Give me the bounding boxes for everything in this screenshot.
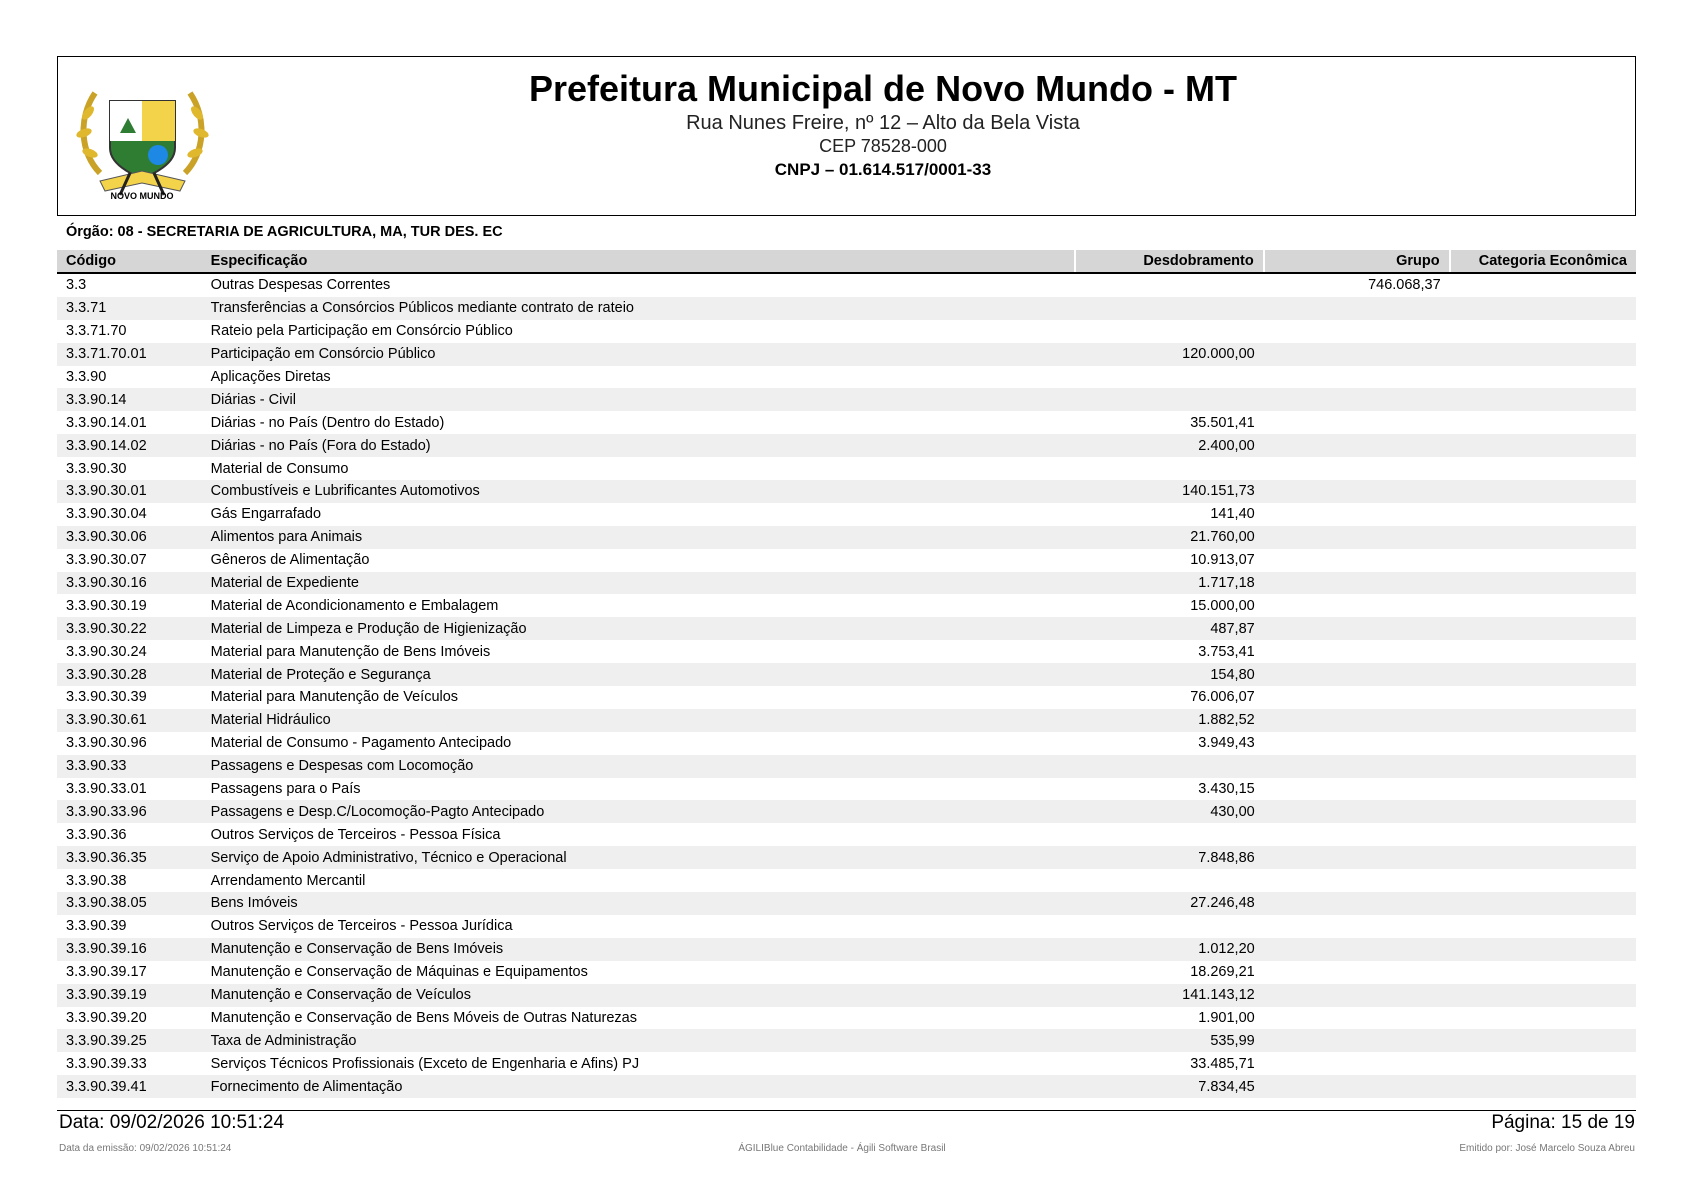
cell-desdobramento: 1.012,20 — [1075, 938, 1264, 961]
cell-desdobramento — [1075, 366, 1264, 389]
cell-codigo: 3.3.90.14.02 — [57, 434, 202, 457]
cell-codigo: 3.3.90.30.06 — [57, 526, 202, 549]
cell-codigo: 3.3.90.30.28 — [57, 663, 202, 686]
cell-codigo: 3.3.90.39.17 — [66, 964, 147, 981]
cell-codigo: 3.3.90.33.01 — [66, 781, 147, 798]
municipal-coat-of-arms-logo — [70, 73, 215, 203]
cell-grupo — [1264, 434, 1450, 457]
cell-desdobramento: 141,40 — [1210, 506, 1255, 523]
cell-desdobramento: 27.246,48 — [1075, 892, 1264, 915]
cell-grupo — [1264, 572, 1450, 595]
cell-especificacao: Manutenção e Conservação de Bens Imóveis — [202, 938, 1075, 961]
table-row — [57, 984, 1636, 1007]
column-header-desdobramento: Desdobramento — [1075, 250, 1264, 273]
table-row — [57, 572, 1636, 595]
cell-especificacao: Diárias - Civil — [202, 388, 1075, 411]
cell-codigo: 3.3.90.30.07 — [66, 552, 147, 569]
cell-especificacao: Outros Serviços de Terceiros - Pessoa Jurídica — [210, 918, 513, 935]
address: Rua Nunes Freire, nº 12 – Alto da Bela Vista — [686, 112, 1080, 134]
cell-desdobramento — [1075, 823, 1264, 846]
cell-categoria — [1450, 411, 1636, 434]
cnpj: CNPJ – 01.614.517/0001-33 — [774, 160, 992, 179]
cell-especificacao: Material Hidráulico — [202, 709, 1075, 732]
cell-codigo: 3.3.90.39.19 — [57, 984, 202, 1007]
table-row — [57, 800, 1636, 823]
cell-categoria — [1450, 503, 1636, 526]
cell-grupo — [1264, 366, 1450, 389]
table-row — [57, 709, 1636, 732]
cell-grupo — [1264, 823, 1450, 846]
cell-codigo: 3.3.90.33 — [57, 755, 202, 778]
cell-grupo — [1264, 846, 1450, 869]
cell-categoria — [1450, 686, 1636, 709]
column-header-grupo: Grupo — [1264, 250, 1450, 273]
table-row — [57, 617, 1636, 640]
report-header — [57, 56, 1636, 216]
table-row — [57, 526, 1636, 549]
cell-desdobramento: 7.834,45 — [1075, 1075, 1264, 1098]
logo-text: NOVO MUNDO — [110, 191, 174, 201]
footer-divider — [57, 1110, 1636, 1111]
cell-especificacao: Outros Serviços de Terceiros - Pessoa Física — [210, 826, 501, 843]
cell-especificacao: Gás Engarrafado — [210, 506, 322, 523]
cell-especificacao: Diárias - no País (Dentro do Estado) — [210, 414, 445, 431]
table-row — [57, 915, 1636, 938]
cell-categoria — [1450, 663, 1636, 686]
cell-codigo: 3.3.90.14.01 — [66, 414, 147, 431]
cell-codigo: 3.3.90.33.96 — [57, 800, 202, 823]
table-row — [57, 1052, 1636, 1075]
table-row — [57, 594, 1636, 617]
cell-grupo — [1264, 594, 1450, 617]
cell-especificacao: Manutenção e Conservação de Máquinas e Equipamentos — [210, 964, 588, 981]
cell-grupo — [1264, 411, 1450, 434]
cell-categoria — [1450, 846, 1636, 869]
page-number: Página: 15 de 19 — [1491, 1112, 1635, 1133]
cell-especificacao: Diárias - no País (Fora do Estado) — [202, 434, 1075, 457]
cell-desdobramento: 35.501,41 — [1190, 414, 1255, 431]
cell-categoria — [1450, 617, 1636, 640]
cell-categoria — [1450, 594, 1636, 617]
cell-codigo: 3.3.90.30.39 — [66, 689, 147, 706]
cell-codigo: 3.3.71 — [57, 297, 202, 320]
table-row — [57, 343, 1636, 366]
cell-desdobramento: 3.753,41 — [1198, 643, 1255, 660]
cell-grupo — [1264, 686, 1450, 709]
cell-codigo: 3.3.90.30 — [66, 460, 127, 477]
cell-categoria — [1450, 709, 1636, 732]
cell-categoria — [1450, 800, 1636, 823]
cell-grupo — [1264, 915, 1450, 938]
cell-grupo — [1264, 640, 1450, 663]
cell-especificacao: Material para Manutenção de Veículos — [210, 689, 459, 706]
cell-grupo — [1264, 388, 1450, 411]
cell-desdobramento — [1075, 457, 1264, 480]
cell-categoria — [1450, 572, 1636, 595]
cell-grupo — [1264, 892, 1450, 915]
cell-codigo: 3.3.90.30.96 — [66, 735, 147, 752]
cell-categoria — [1450, 755, 1636, 778]
cell-especificacao: Material de Consumo - Pagamento Antecipado — [210, 735, 512, 752]
cell-especificacao: Participação em Consórcio Público — [202, 343, 1075, 366]
cell-desdobramento: 1.882,52 — [1075, 709, 1264, 732]
cell-grupo — [1264, 869, 1450, 892]
cell-categoria — [1450, 778, 1636, 801]
cell-grupo: 746.068,37 — [1368, 277, 1441, 294]
cell-grupo — [1264, 526, 1450, 549]
footer-date: Data: 09/02/2026 10:51:24 — [59, 1112, 285, 1133]
cell-categoria — [1450, 1007, 1636, 1030]
cell-desdobramento — [1075, 273, 1264, 297]
cell-especificacao: Outras Despesas Correntes — [210, 277, 391, 294]
table-row — [57, 732, 1636, 755]
cell-codigo: 3.3.90.30.16 — [57, 572, 202, 595]
cell-categoria — [1450, 915, 1636, 938]
cell-grupo — [1264, 617, 1450, 640]
cell-grupo — [1264, 549, 1450, 572]
cell-grupo — [1264, 320, 1450, 343]
cell-desdobramento: 10.913,07 — [1190, 552, 1255, 569]
cell-desdobramento: 487,87 — [1075, 617, 1264, 640]
cell-categoria — [1450, 640, 1636, 663]
table-row — [57, 388, 1636, 411]
cell-categoria — [1450, 457, 1636, 480]
table-row — [57, 297, 1636, 320]
table-row — [57, 961, 1636, 984]
cell-codigo: 3.3.90.39 — [66, 918, 127, 935]
cell-grupo — [1264, 1052, 1450, 1075]
cell-desdobramento: 21.760,00 — [1075, 526, 1264, 549]
cell-grupo — [1264, 297, 1450, 320]
table-row — [57, 1029, 1636, 1052]
cell-grupo — [1264, 1007, 1450, 1030]
cell-especificacao: Aplicações Diretas — [210, 369, 331, 385]
cell-especificacao: Taxa de Administração — [202, 1029, 1075, 1052]
cell-especificacao: Manutenção e Conservação de Veículos — [202, 984, 1075, 1007]
cell-categoria — [1450, 869, 1636, 892]
cell-categoria — [1450, 526, 1636, 549]
cell-desdobramento: 18.269,21 — [1190, 964, 1255, 981]
orgao-label: Órgão: 08 - SECRETARIA DE AGRICULTURA, MA, TUR DES. EC — [66, 224, 503, 240]
cell-categoria — [1450, 480, 1636, 503]
cell-desdobramento — [1075, 915, 1264, 938]
cell-codigo: 3.3.90.30.04 — [66, 506, 147, 523]
emission-date: Data da emissão: 09/02/2026 10:51:24 — [59, 1143, 232, 1154]
cell-categoria — [1450, 320, 1636, 343]
table-row — [57, 1075, 1636, 1098]
cell-grupo — [1264, 709, 1450, 732]
table-row — [57, 663, 1636, 686]
cell-especificacao: Bens Imóveis — [202, 892, 1075, 915]
cell-especificacao: Serviço de Apoio Administrativo, Técnico e Operacional — [202, 846, 1075, 869]
cell-categoria — [1450, 892, 1636, 915]
cell-especificacao: Manutenção e Conservação de Bens Móveis de Outras Naturezas — [210, 1009, 637, 1026]
cell-especificacao: Arrendamento Mercantil — [210, 872, 366, 889]
table-row — [57, 503, 1636, 526]
cell-codigo: 3.3.90.38 — [66, 872, 127, 889]
table-row — [57, 434, 1636, 457]
cell-codigo: 3.3.90.30.19 — [66, 597, 147, 614]
cell-codigo: 3.3.90.39.25 — [57, 1029, 202, 1052]
cell-especificacao: Alimentos para Animais — [202, 526, 1075, 549]
cell-codigo: 3.3.71.70.01 — [57, 343, 202, 366]
table-row — [57, 938, 1636, 961]
cell-codigo: 3.3.90.30.24 — [66, 643, 147, 660]
cell-especificacao: Material de Proteção e Segurança — [202, 663, 1075, 686]
cell-desdobramento — [1075, 297, 1264, 320]
cell-desdobramento: 2.400,00 — [1075, 434, 1264, 457]
issued-by: Emitido por: José Marcelo Souza Abreu — [1459, 1143, 1635, 1154]
cell-categoria — [1450, 273, 1636, 297]
cell-categoria — [1450, 1029, 1636, 1052]
software-name: ÁGILIBlue Contabilidade - Ágili Software Brasil — [738, 1143, 946, 1154]
cell-grupo — [1264, 663, 1450, 686]
cell-grupo — [1264, 984, 1450, 1007]
cell-grupo — [1264, 457, 1450, 480]
cell-desdobramento: 3.949,43 — [1198, 735, 1255, 752]
cell-especificacao: Serviços Técnicos Profissionais (Exceto de Engenharia e Afins) PJ — [210, 1055, 640, 1072]
cell-desdobramento: 15.000,00 — [1190, 597, 1255, 614]
cell-categoria — [1450, 984, 1636, 1007]
cell-desdobramento: 430,00 — [1075, 800, 1264, 823]
cell-categoria — [1450, 388, 1636, 411]
cell-codigo: 3.3.90.30.01 — [57, 480, 202, 503]
table-row — [57, 778, 1636, 801]
cell-desdobramento: 120.000,00 — [1075, 343, 1264, 366]
table-row — [57, 823, 1636, 846]
expense-table — [57, 250, 1636, 1098]
cell-desdobramento: 535,99 — [1075, 1029, 1264, 1052]
cell-especificacao: Material de Acondicionamento e Embalagem — [210, 597, 499, 614]
cell-especificacao: Combustíveis e Lubrificantes Automotivos — [202, 480, 1075, 503]
cell-codigo: 3.3 — [66, 277, 87, 294]
cell-grupo — [1264, 778, 1450, 801]
table-row — [57, 366, 1636, 389]
table-row — [57, 320, 1636, 343]
table-row — [57, 892, 1636, 915]
cell-grupo — [1264, 800, 1450, 823]
cell-especificacao: Passagens para o País — [210, 781, 361, 798]
cell-codigo: 3.3.90 — [66, 369, 107, 385]
cell-grupo — [1264, 1029, 1450, 1052]
cell-grupo — [1264, 938, 1450, 961]
cell-grupo — [1264, 755, 1450, 778]
table-row — [57, 457, 1636, 480]
cell-especificacao: Material de Consumo — [210, 460, 349, 477]
column-header-especificacao: Especificação — [202, 250, 1075, 273]
cell-especificacao: Material de Limpeza e Produção de Higienização — [202, 617, 1075, 640]
cell-desdobramento: 1.717,18 — [1075, 572, 1264, 595]
column-header-codigo: Código — [57, 250, 202, 273]
cell-grupo — [1264, 343, 1450, 366]
table-row — [57, 869, 1636, 892]
cell-codigo: 3.3.90.39.16 — [57, 938, 202, 961]
cell-grupo — [1264, 961, 1450, 984]
cell-especificacao: Material de Expediente — [202, 572, 1075, 595]
cell-desdobramento: 3.430,15 — [1198, 781, 1255, 798]
cell-desdobramento: 76.006,07 — [1190, 689, 1255, 706]
cell-codigo: 3.3.90.39.20 — [66, 1009, 147, 1026]
cell-desdobramento — [1075, 755, 1264, 778]
cell-categoria — [1450, 549, 1636, 572]
cell-codigo: 3.3.90.14 — [57, 388, 202, 411]
cell-grupo — [1264, 480, 1450, 503]
cell-categoria — [1450, 1052, 1636, 1075]
cell-codigo: 3.3.90.39.41 — [57, 1075, 202, 1098]
cell-categoria — [1450, 297, 1636, 320]
table-row — [57, 686, 1636, 709]
cell-categoria — [1450, 434, 1636, 457]
cell-desdobramento — [1075, 869, 1264, 892]
column-header-categoria: Categoria Econômica — [1450, 250, 1636, 273]
cell-categoria — [1450, 1075, 1636, 1098]
cell-categoria — [1450, 961, 1636, 984]
cell-codigo: 3.3.90.36 — [66, 826, 127, 843]
cell-especificacao: Rateio pela Participação em Consórcio Público — [210, 323, 513, 340]
table-row — [57, 549, 1636, 572]
cell-especificacao: Passagens e Despesas com Locomoção — [202, 755, 1075, 778]
cell-desdobramento: 33.485,71 — [1190, 1055, 1255, 1072]
cell-desdobramento — [1075, 388, 1264, 411]
table-row — [57, 846, 1636, 869]
cell-especificacao: Passagens e Desp.C/Locomoção-Pagto Antecipado — [202, 800, 1075, 823]
table-row — [57, 1007, 1636, 1030]
cell-codigo: 3.3.90.36.35 — [57, 846, 202, 869]
cell-desdobramento: 7.848,86 — [1075, 846, 1264, 869]
table-row — [57, 411, 1636, 434]
cell-desdobramento: 141.143,12 — [1075, 984, 1264, 1007]
table-row — [57, 640, 1636, 663]
table-row — [57, 273, 1636, 297]
header-title-block — [358, 67, 1408, 183]
cell-categoria — [1450, 938, 1636, 961]
cell-codigo: 3.3.90.30.61 — [57, 709, 202, 732]
cell-grupo — [1264, 503, 1450, 526]
cell-desdobramento — [1075, 320, 1264, 343]
cell-especificacao: Gêneros de Alimentação — [210, 552, 370, 569]
cell-desdobramento: 140.151,73 — [1075, 480, 1264, 503]
postal-code: CEP 78528-000 — [819, 136, 947, 156]
cell-codigo: 3.3.90.38.05 — [57, 892, 202, 915]
cell-codigo: 3.3.71.70 — [66, 323, 127, 340]
cell-desdobramento: 154,80 — [1075, 663, 1264, 686]
cell-grupo — [1264, 1075, 1450, 1098]
cell-especificacao: Fornecimento de Alimentação — [202, 1075, 1075, 1098]
cell-categoria — [1450, 732, 1636, 755]
cell-categoria — [1450, 823, 1636, 846]
cell-desdobramento: 1.901,00 — [1198, 1009, 1255, 1026]
cell-especificacao: Transferências a Consórcios Públicos mediante contrato de rateio — [202, 297, 1075, 320]
cell-categoria — [1450, 366, 1636, 389]
page-title: Prefeitura Municipal de Novo Mundo - MT — [528, 68, 1237, 109]
cell-codigo: 3.3.90.30.22 — [57, 617, 202, 640]
table-header-row — [57, 250, 1636, 273]
table-row — [57, 755, 1636, 778]
cell-categoria — [1450, 343, 1636, 366]
cell-especificacao: Material para Manutenção de Bens Imóveis — [210, 643, 491, 660]
table-row — [57, 480, 1636, 503]
cell-codigo: 3.3.90.39.33 — [66, 1055, 147, 1072]
cell-grupo — [1264, 732, 1450, 755]
